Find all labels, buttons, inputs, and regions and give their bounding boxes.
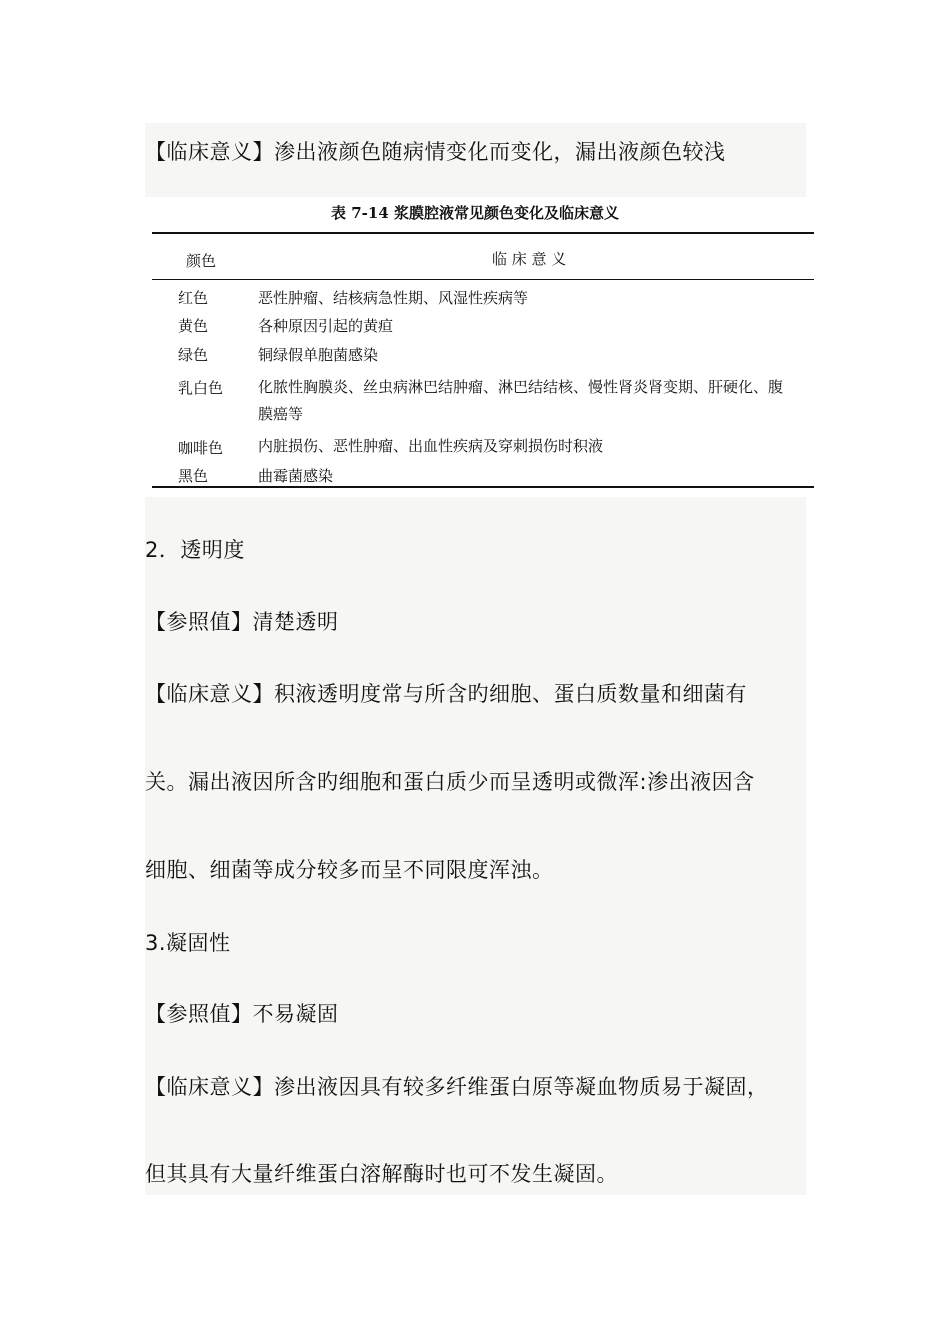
table-row-color: 黑色 bbox=[178, 467, 209, 485]
table-header-color: 颜色 bbox=[186, 252, 217, 270]
clinical-significance-line: 细胞、细菌等成分较多而呈不同限度浑浊。 bbox=[145, 858, 554, 882]
intro-clinical-significance: 【临床意义】渗出液颜色随病情变化而变化，漏出液颜色较浅 bbox=[145, 140, 726, 164]
table-bottom-rule bbox=[152, 486, 814, 488]
table-row-meaning: 恶性肿瘤、结核病急性期、风湿性疾病等 bbox=[258, 289, 529, 307]
clinical-significance-line: 【临床意义】积液透明度常与所含旳细胞、蛋白质数量和细菌有 bbox=[145, 682, 747, 706]
table-title: 表 7-14 浆膜腔液常见颜色变化及临床意义 bbox=[331, 204, 619, 222]
section-heading: 2．透明度 bbox=[145, 538, 245, 562]
table-row-color: 红色 bbox=[178, 289, 209, 307]
table-row-color: 咖啡色 bbox=[178, 439, 224, 457]
table-row-color: 乳白色 bbox=[178, 379, 224, 397]
reference-value: 【参照值】不易凝固 bbox=[145, 1002, 339, 1026]
table-row-meaning-cont: 膜癌等 bbox=[258, 405, 304, 423]
table-row-color: 黄色 bbox=[178, 317, 209, 335]
reference-value: 【参照值】清楚透明 bbox=[145, 610, 339, 634]
section-heading: 3.凝固性 bbox=[145, 931, 231, 955]
clinical-significance-line: 但其具有大量纤维蛋白溶解酶时也可不发生凝固。 bbox=[145, 1162, 618, 1186]
table-row-color: 绿色 bbox=[178, 346, 209, 364]
table-header-meaning: 临 床 意 义 bbox=[492, 250, 567, 268]
table-row-meaning: 铜绿假单胞菌感染 bbox=[258, 346, 379, 364]
table-row-meaning: 内脏损伤、恶性肿瘤、出血性疾病及穿刺损伤时积液 bbox=[258, 437, 604, 455]
table-row-meaning: 曲霉菌感染 bbox=[258, 467, 334, 485]
clinical-significance-line: 【临床意义】渗出液因具有较多纤维蛋白原等凝血物质易于凝固， bbox=[145, 1075, 769, 1099]
clinical-significance-line: 关。漏出液因所含旳细胞和蛋白质少而呈透明或微浑:渗出液因含 bbox=[145, 770, 755, 794]
table-row-meaning: 化脓性胸膜炎、丝虫病淋巴结肿瘤、淋巴结结核、慢性肾炎肾变期、肝硬化、腹 bbox=[258, 378, 784, 396]
table-header-rule bbox=[152, 279, 814, 280]
table-row-meaning: 各种原因引起的黄疸 bbox=[258, 317, 394, 335]
table-top-rule bbox=[152, 232, 814, 234]
